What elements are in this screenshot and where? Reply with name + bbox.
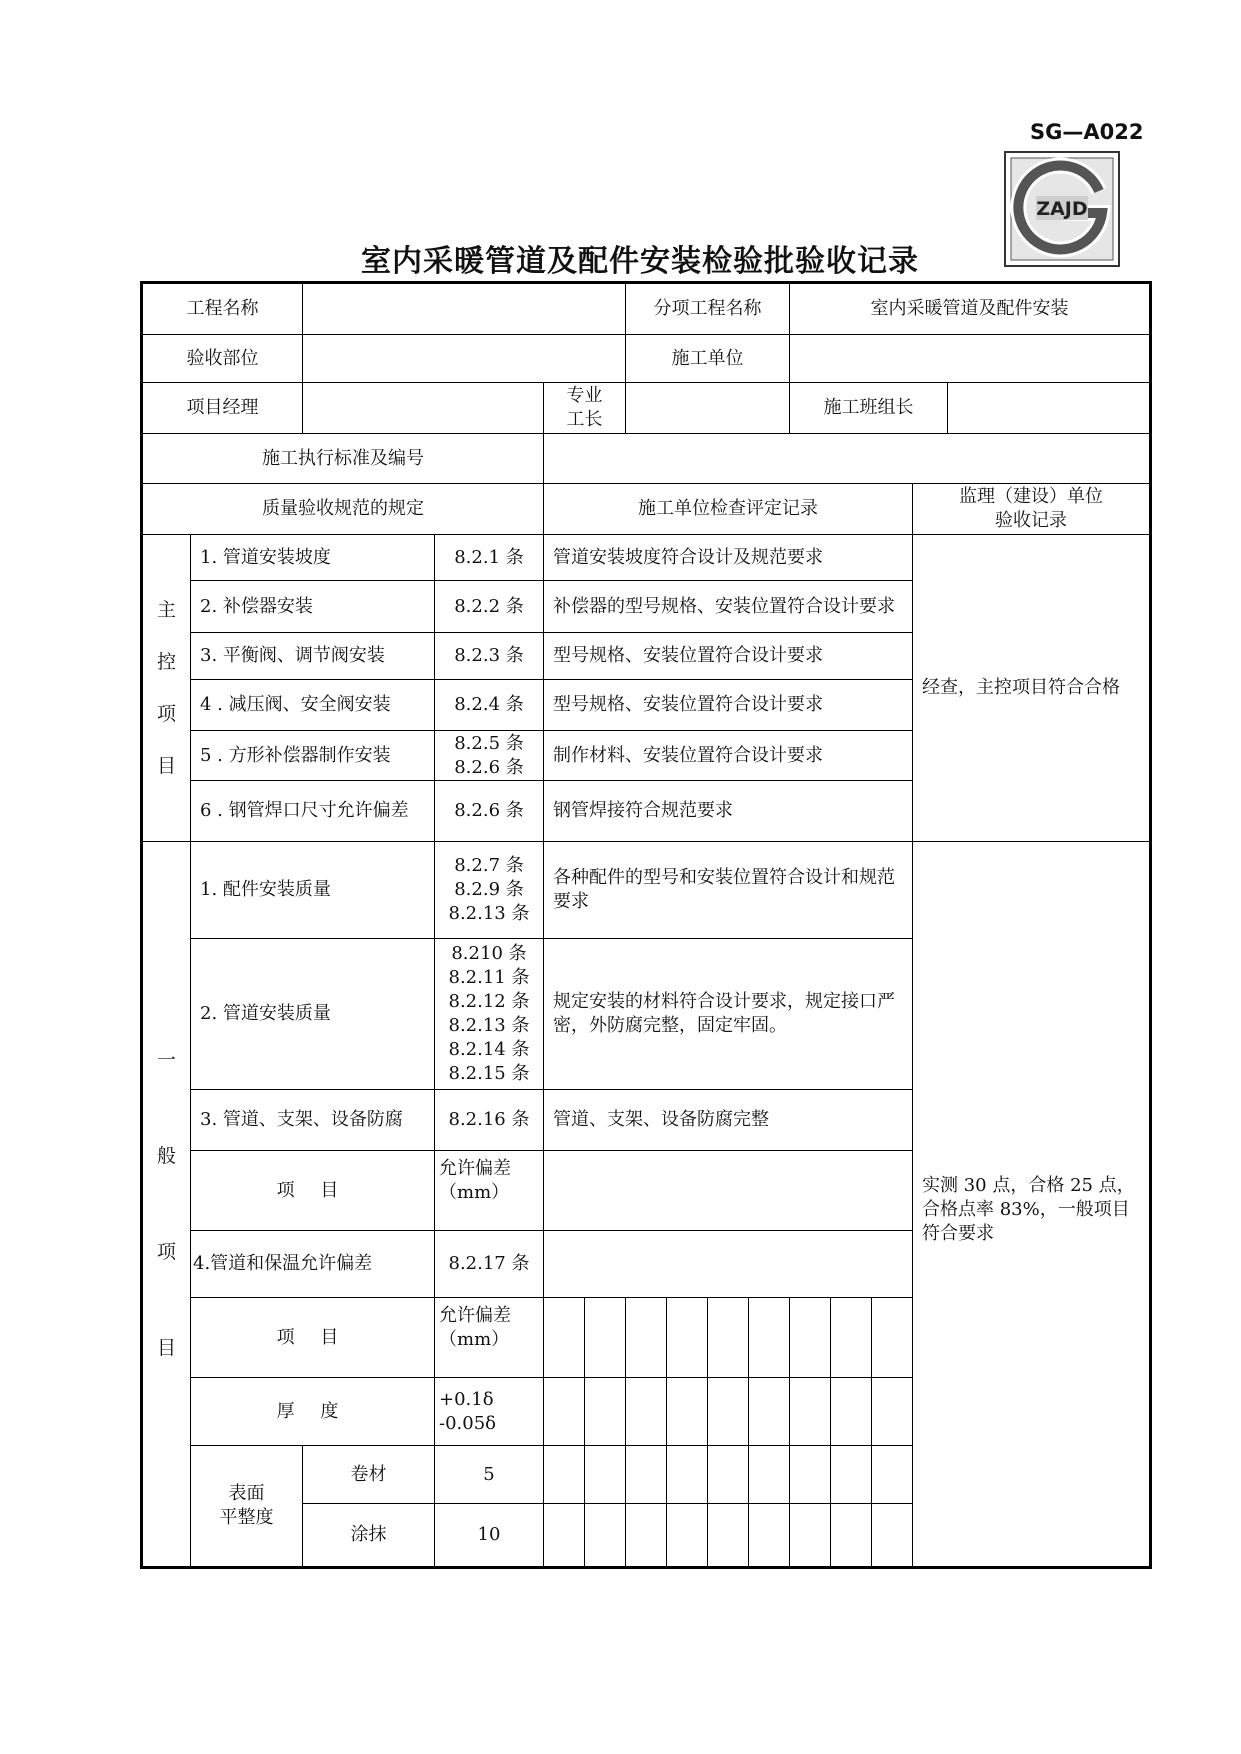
measure-cell[interactable] [626, 1378, 667, 1446]
measure-cell[interactable] [831, 1446, 872, 1504]
general-item-clause: 8.2.7 条 8.2.9 条 8.2.13 条 [435, 842, 544, 939]
measure-cell[interactable] [749, 1378, 790, 1446]
measure-cell[interactable] [585, 1446, 626, 1504]
main-control-supervision[interactable]: 经查，主控项目符合合格 [913, 535, 1151, 842]
general-item-record[interactable]: 规定安装的材料符合设计要求，规定接口严密，外防腐完整，固定牢固。 [544, 939, 913, 1090]
measure-cell[interactable] [544, 1298, 585, 1378]
tolerance-header: 允许偏差 （mm） [435, 1298, 544, 1378]
svg-text:ZAJD: ZAJD [1036, 198, 1088, 220]
measure-cell[interactable] [790, 1504, 831, 1568]
measure-cell[interactable] [585, 1504, 626, 1568]
project-name-label: 工程名称 [142, 283, 303, 335]
main-item-name: 1. 管道安装坡度 [191, 535, 435, 581]
acceptance-part-value[interactable] [303, 335, 626, 383]
general-item-name: 2. 管道安装质量 [191, 939, 435, 1090]
main-item-clause: 8.2.5 条 8.2.6 条 [435, 731, 544, 781]
spec-column-header: 质量验收规范的规定 [142, 484, 544, 535]
tolerance-record[interactable] [544, 1151, 913, 1231]
project-manager-label: 项目经理 [142, 383, 303, 434]
measure-cell[interactable] [544, 1446, 585, 1504]
supervision-header-line1: 监理（建设）单位 [959, 486, 1103, 507]
measure-cell[interactable] [872, 1378, 913, 1446]
measure-cell[interactable] [831, 1298, 872, 1378]
measure-cell[interactable] [872, 1298, 913, 1378]
item-header: 项 目 [191, 1151, 435, 1231]
main-item-record[interactable]: 型号规格、安装位置符合设计要求 [544, 680, 913, 731]
measure-cell[interactable] [708, 1446, 749, 1504]
measure-cell[interactable] [790, 1378, 831, 1446]
foreman-value[interactable] [626, 383, 790, 434]
roll-tolerance: 5 [435, 1446, 544, 1504]
page-title: 室内采暖管道及配件安装检验批验收记录 [361, 244, 919, 279]
construction-unit-label: 施工单位 [626, 335, 790, 383]
project-manager-value[interactable] [303, 383, 544, 434]
measure-cell[interactable] [626, 1446, 667, 1504]
measure-cell[interactable] [585, 1298, 626, 1378]
measure-cell[interactable] [626, 1298, 667, 1378]
main-item-clause: 8.2.2 条 [435, 581, 544, 633]
measure-cell[interactable] [749, 1298, 790, 1378]
construction-unit-value[interactable] [790, 335, 1151, 383]
flatness-label: 表面 平整度 [191, 1446, 303, 1568]
standard-label: 施工执行标准及编号 [142, 434, 544, 484]
measure-cell[interactable] [872, 1504, 913, 1568]
measure-cell[interactable] [708, 1298, 749, 1378]
measure-cell[interactable] [790, 1298, 831, 1378]
general-item-clause: 8.2.17 条 [435, 1231, 544, 1298]
project-name-value[interactable] [303, 283, 626, 335]
measure-cell[interactable] [544, 1504, 585, 1568]
measure-cell[interactable] [831, 1504, 872, 1568]
general-item-clause: 8.210 条 8.2.11 条 8.2.12 条 8.2.13 条 8.2.14 条 8.2.15 条 [435, 939, 544, 1090]
main-item-clause: 8.2.4 条 [435, 680, 544, 731]
main-item-name: 2. 补偿器安装 [191, 581, 435, 633]
main-item-clause: 8.2.6 条 [435, 781, 544, 842]
general-item-clause: 8.2.16 条 [435, 1090, 544, 1151]
general-item-name: 4.管道和保温允许偏差 [191, 1231, 435, 1298]
tolerance-header: 允许偏差 （mm） [435, 1151, 544, 1231]
main-item-clause: 8.2.3 条 [435, 633, 544, 680]
measure-cell[interactable] [708, 1378, 749, 1446]
inspection-record-table [140, 281, 1152, 1569]
main-item-clause: 8.2.1 条 [435, 535, 544, 581]
main-control-label: 主 控 项 目 [142, 535, 191, 842]
general-item-name: 3. 管道、支架、设备防腐 [191, 1090, 435, 1151]
roll-label: 卷材 [303, 1446, 435, 1504]
main-item-record[interactable]: 钢管焊接符合规范要求 [544, 781, 913, 842]
general-supervision[interactable]: 实测 30 点，合格 25 点，合格点率 83%，一般项目符合要求 [913, 842, 1151, 1568]
measure-cell[interactable] [749, 1446, 790, 1504]
main-item-record[interactable]: 型号规格、安装位置符合设计要求 [544, 633, 913, 680]
measure-cell[interactable] [667, 1446, 708, 1504]
measure-cell[interactable] [831, 1378, 872, 1446]
acceptance-part-label: 验收部位 [142, 335, 303, 383]
foreman-label: 专业工长 [544, 383, 626, 434]
smear-tolerance: 10 [435, 1504, 544, 1568]
measure-cell[interactable] [872, 1446, 913, 1504]
general-items-label: 一 般 项 目 [142, 842, 191, 1568]
measure-cell[interactable] [790, 1446, 831, 1504]
sub-project-value[interactable]: 室内采暖管道及配件安装 [790, 283, 1151, 335]
general-item-record[interactable] [544, 1231, 913, 1298]
measure-cell[interactable] [667, 1378, 708, 1446]
measure-cell[interactable] [708, 1504, 749, 1568]
general-item-name: 1. 配件安装质量 [191, 842, 435, 939]
measure-cell[interactable] [749, 1504, 790, 1568]
measure-cell[interactable] [667, 1504, 708, 1568]
standard-value[interactable] [544, 434, 1151, 484]
measure-cell[interactable] [544, 1378, 585, 1446]
general-item-record[interactable]: 各种配件的型号和安装位置符合设计和规范要求 [544, 842, 913, 939]
thickness-tolerance: +0.1δ -0.05δ [435, 1378, 544, 1446]
smear-label: 涂抹 [303, 1504, 435, 1568]
supervision-column-header [913, 484, 1151, 535]
document-code: SG—A022 [1030, 120, 1144, 144]
main-item-record[interactable]: 补偿器的型号规格、安装位置符合设计要求 [544, 581, 913, 633]
sub-project-label: 分项工程名称 [626, 283, 790, 335]
team-leader-value[interactable] [948, 383, 1149, 433]
measure-cell[interactable] [626, 1504, 667, 1568]
main-item-name: 3. 平衡阀、调节阀安装 [191, 633, 435, 680]
main-item-name: 6 . 钢管焊口尺寸允许偏差 [191, 781, 435, 842]
thickness-label: 厚 度 [191, 1378, 435, 1446]
main-item-record[interactable]: 制作材料、安装位置符合设计要求 [544, 731, 913, 781]
check-record-column-header: 施工单位检查评定记录 [544, 484, 913, 535]
supervision-header-line2: 验收记录 [995, 510, 1067, 531]
main-item-name: 5 . 方形补偿器制作安装 [191, 731, 435, 781]
measure-cell[interactable] [585, 1378, 626, 1446]
main-item-name: 4 . 减压阀、安全阀安装 [191, 680, 435, 731]
item-header: 项 目 [191, 1298, 435, 1378]
main-item-record[interactable]: 管道安装坡度符合设计及规范要求 [544, 535, 913, 581]
team-leader-label: 施工班组长 [790, 383, 948, 433]
measure-cell[interactable] [667, 1298, 708, 1378]
general-item-record[interactable]: 管道、支架、设备防腐完整 [544, 1090, 913, 1151]
